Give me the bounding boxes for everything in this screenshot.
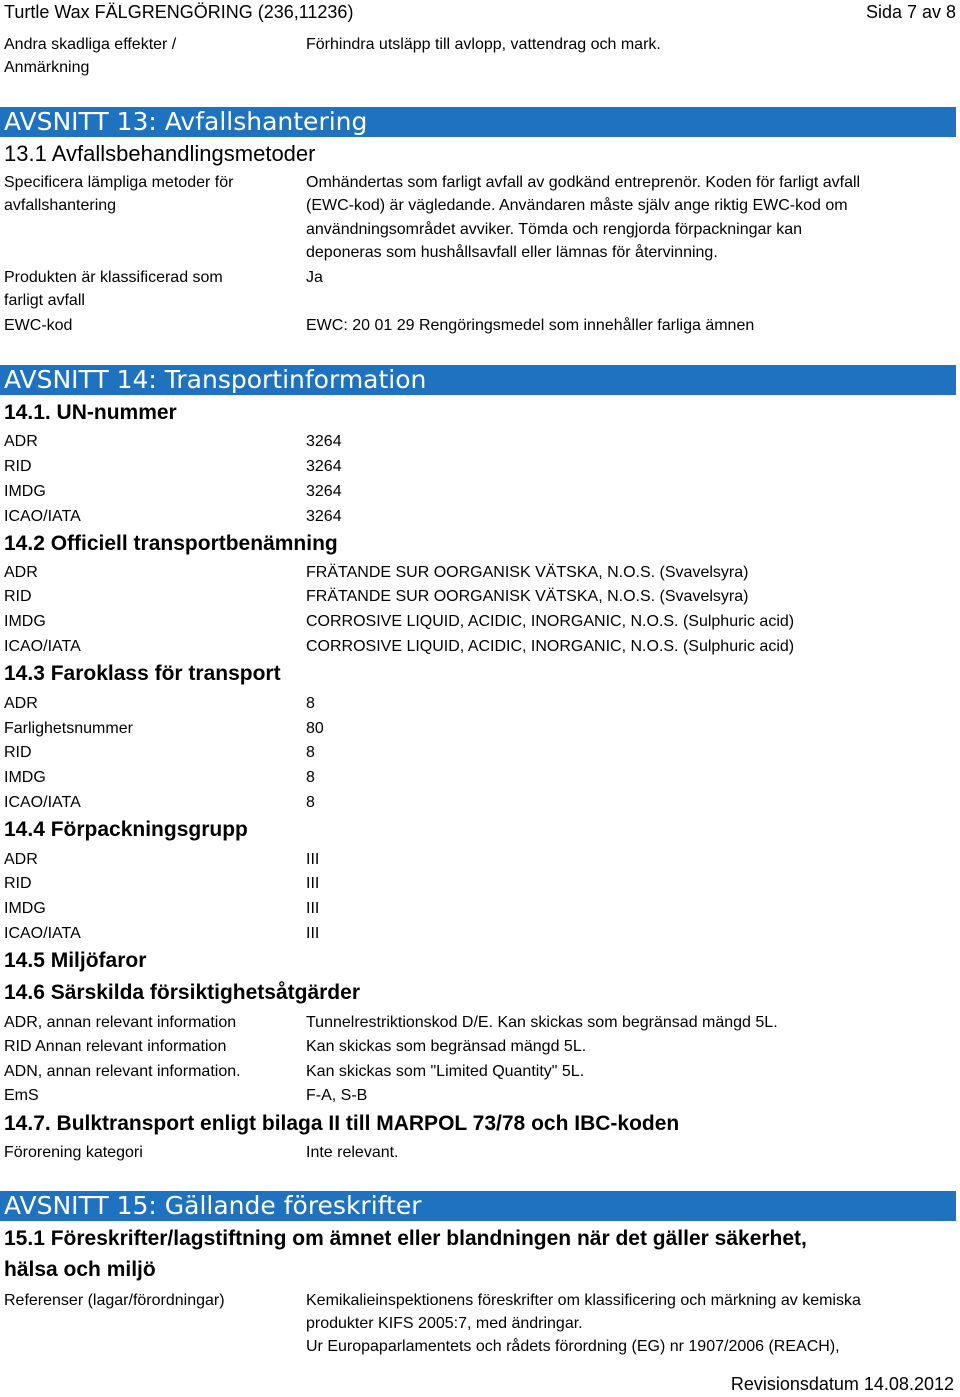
special-label-adr: ADR, annan relevant information: [4, 1014, 237, 1031]
name-label-imdg: IMDG: [4, 613, 46, 630]
un-value-adr: 3264: [306, 433, 342, 450]
name-value-icao: CORROSIVE LIQUID, ACIDIC, INORGANIC, N.O.S. (Sulphuric acid): [306, 638, 795, 655]
label-other-effects: Andra skadliga effekter /: [4, 36, 177, 53]
class-value-rid: 8: [306, 744, 315, 761]
un-value-icao: 3264: [306, 508, 342, 525]
section-14-band: AVSNITT 14: Transportinformation: [0, 365, 956, 395]
value-methods-line3: användningsområdet avviker. Tömda och rengjorda förpackningar kan: [306, 221, 802, 238]
special-value-rid: Kan skickas som begränsad mängd 5L.: [306, 1038, 587, 1055]
value-methods-line4: deponeras som hushållsavfall eller lämnas för återvinning.: [306, 244, 718, 261]
name-label-adr: ADR: [4, 564, 38, 581]
group-value-icao: III: [306, 925, 320, 942]
section-14-2-heading: 14.2 Officiell transportbenämning: [4, 532, 338, 555]
un-label-icao: ICAO/IATA: [4, 508, 81, 525]
un-value-rid: 3264: [306, 458, 342, 475]
section-14-1-heading: 14.1. UN-nummer: [4, 401, 177, 424]
bulk-value-pollution: Inte relevant.: [306, 1144, 399, 1161]
section-14-6-heading: 14.6 Särskilda försiktighetsåtgärder: [4, 981, 360, 1004]
revision-date: Revisionsdatum 14.08.2012: [730, 1374, 954, 1394]
un-label-rid: RID: [4, 458, 32, 475]
group-value-imdg: III: [306, 900, 320, 917]
un-label-imdg: IMDG: [4, 483, 46, 500]
value-references-line2: produkter KIFS 2005:7, med ändringar.: [306, 1315, 583, 1332]
section-14-3-heading: 14.3 Faroklass för transport: [4, 662, 281, 685]
name-value-imdg: CORROSIVE LIQUID, ACIDIC, INORGANIC, N.O.S. (Sulphuric acid): [306, 613, 795, 630]
section-13-band: AVSNITT 13: Avfallshantering: [0, 107, 956, 137]
class-value-hazard-number: 80: [306, 720, 324, 737]
value-hazardous-waste: Ja: [306, 269, 323, 286]
special-value-adn: Kan skickas som "Limited Quantity" 5L.: [306, 1063, 585, 1080]
name-label-icao: ICAO/IATA: [4, 638, 81, 655]
section-14-5-heading: 14.5 Miljöfaror: [4, 949, 147, 972]
section-15-band: AVSNITT 15: Gällande föreskrifter: [0, 1191, 956, 1221]
section-15-1-heading-line2: hälsa och miljö: [4, 1258, 156, 1281]
value-methods-line1: Omhändertas som farligt avfall av godkänd entreprenör. Koden för farligt avfall: [306, 174, 861, 191]
label-references: Referenser (lagar/förordningar): [4, 1292, 225, 1309]
name-value-adr: FRÄTANDE SUR OORGANISK VÄTSKA, N.O.S. (Svavelsyra): [306, 564, 749, 581]
name-value-rid: FRÄTANDE SUR OORGANISK VÄTSKA, N.O.S. (Svavelsyra): [306, 588, 749, 605]
name-label-rid: RID: [4, 588, 32, 605]
special-label-adn: ADN, annan relevant information.: [4, 1063, 241, 1080]
class-value-icao: 8: [306, 794, 315, 811]
bulk-label-pollution: Förorening kategori: [4, 1144, 143, 1161]
class-value-adr: 8: [306, 695, 315, 712]
group-value-adr: III: [306, 851, 320, 868]
class-label-adr: ADR: [4, 695, 38, 712]
group-value-rid: III: [306, 875, 320, 892]
value-methods-line2: (EWC-kod) är vägledande. Användaren måste själv ange riktig EWC-kod om: [306, 197, 848, 214]
group-label-icao: ICAO/IATA: [4, 925, 81, 942]
label-methods-line2: avfallshantering: [4, 197, 117, 214]
group-label-rid: RID: [4, 875, 32, 892]
un-label-adr: ADR: [4, 433, 38, 450]
label-hazardous-waste-line2: farligt avfall: [4, 292, 85, 309]
special-value-ems: F-A, S-B: [306, 1087, 368, 1104]
class-label-rid: RID: [4, 744, 32, 761]
class-value-imdg: 8: [306, 769, 315, 786]
section-14-7-heading: 14.7. Bulktransport enligt bilaga II till MARPOL 73/78 och IBC-koden: [4, 1112, 680, 1135]
section-14-4-heading: 14.4 Förpackningsgrupp: [4, 818, 248, 841]
label-other-effects-line2: Anmärkning: [4, 59, 90, 76]
document-title: Turtle Wax FÄLGRENGÖRING (236,11236): [4, 2, 354, 22]
section-15-1-heading: 15.1 Föreskrifter/lagstiftning om ämnet eller blandningen när det gäller säkerhet,: [4, 1227, 807, 1250]
value-references-line3: Ur Europaparlamentets och rådets förordning (EG) nr 1907/2006 (REACH),: [306, 1338, 840, 1355]
class-label-imdg: IMDG: [4, 769, 46, 786]
value-references-line1: Kemikalieinspektionens föreskrifter om klassificering och märkning av kemiska: [306, 1292, 861, 1309]
value-other-effects: Förhindra utsläpp till avlopp, vattendrag och mark.: [306, 36, 661, 53]
un-value-imdg: 3264: [306, 483, 342, 500]
group-label-adr: ADR: [4, 851, 38, 868]
special-label-rid: RID Annan relevant information: [4, 1038, 227, 1055]
label-hazardous-waste: Produkten är klassificerad som: [4, 269, 223, 286]
page-number: Sida 7 av 8: [865, 2, 956, 22]
label-ewc: EWC-kod: [4, 317, 73, 334]
special-label-ems: EmS: [4, 1087, 39, 1104]
section-13-1-heading: 13.1 Avfallsbehandlingsmetoder: [4, 141, 316, 166]
class-label-hazard-number: Farlighetsnummer: [4, 720, 133, 737]
class-label-icao: ICAO/IATA: [4, 794, 81, 811]
group-label-imdg: IMDG: [4, 900, 46, 917]
label-methods: Specificera lämpliga metoder för: [4, 174, 234, 191]
value-ewc: EWC: 20 01 29 Rengöringsmedel som innehåller farliga ämnen: [306, 317, 755, 334]
special-value-adr: Tunnelrestriktionskod D/E. Kan skickas som begränsad mängd 5L.: [306, 1014, 778, 1031]
